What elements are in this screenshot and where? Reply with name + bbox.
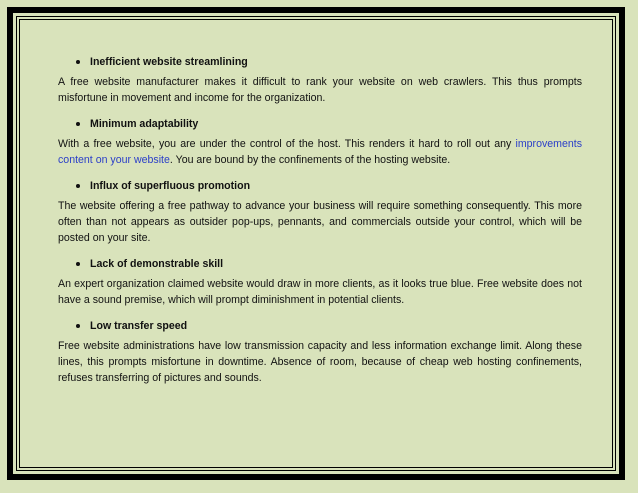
section-paragraph-adaptability	[58, 136, 582, 168]
section-heading-transfer-speed	[76, 318, 582, 334]
bullet-icon	[76, 262, 80, 266]
bullet-icon	[76, 184, 80, 188]
section-paragraph-transfer-speed: Free website administrations have low transmission capacity and less information exchange limit. Along these lines, this prompts misfortune in downtime. Absence of room, because of cheap web hosting confinements, refuses transferring of pictures and sounds.	[58, 340, 582, 384]
section-heading-promotion	[76, 178, 582, 194]
section-heading-text: Low transfer speed	[90, 320, 188, 332]
section-heading-text: Minimum adaptability	[90, 118, 199, 130]
bullet-icon	[76, 60, 80, 64]
document-content	[58, 54, 582, 396]
paragraph-text: . You are bound by the confinements of the hosting website.	[169, 154, 451, 166]
section-paragraph-promotion: The website offering a free pathway to advance your business will require something consequently. This more often than not appears as outsider pop-ups, pennants, and commercials outside your control, which will be posted on your site.	[58, 200, 582, 244]
bullet-icon	[76, 122, 80, 126]
section-heading-text: Lack of demonstrable skill	[90, 258, 224, 270]
improvements-content-link[interactable]: improvements content on your website	[58, 138, 582, 166]
section-heading-text: Inefficient website streamlining	[90, 56, 248, 68]
paragraph-text: With a free website, you are under the control of the host. This renders it hard to roll out any	[58, 138, 516, 150]
section-heading-skill	[76, 256, 582, 272]
section-paragraph-streamlining: A free website manufacturer makes it difficult to rank your website on web crawlers. This thus prompts misfortune in movement and income for the organization.	[58, 76, 582, 104]
section-heading-adaptability	[76, 116, 582, 132]
section-heading-text: Influx of superfluous promotion	[90, 180, 251, 192]
section-heading-streamlining	[76, 54, 582, 70]
section-paragraph-skill: An expert organization claimed website would draw in more clients, as it looks true blue. Free website does not have a sound premise, which will prompt diminishment in potential clients.	[58, 278, 582, 306]
bullet-icon	[76, 324, 80, 328]
